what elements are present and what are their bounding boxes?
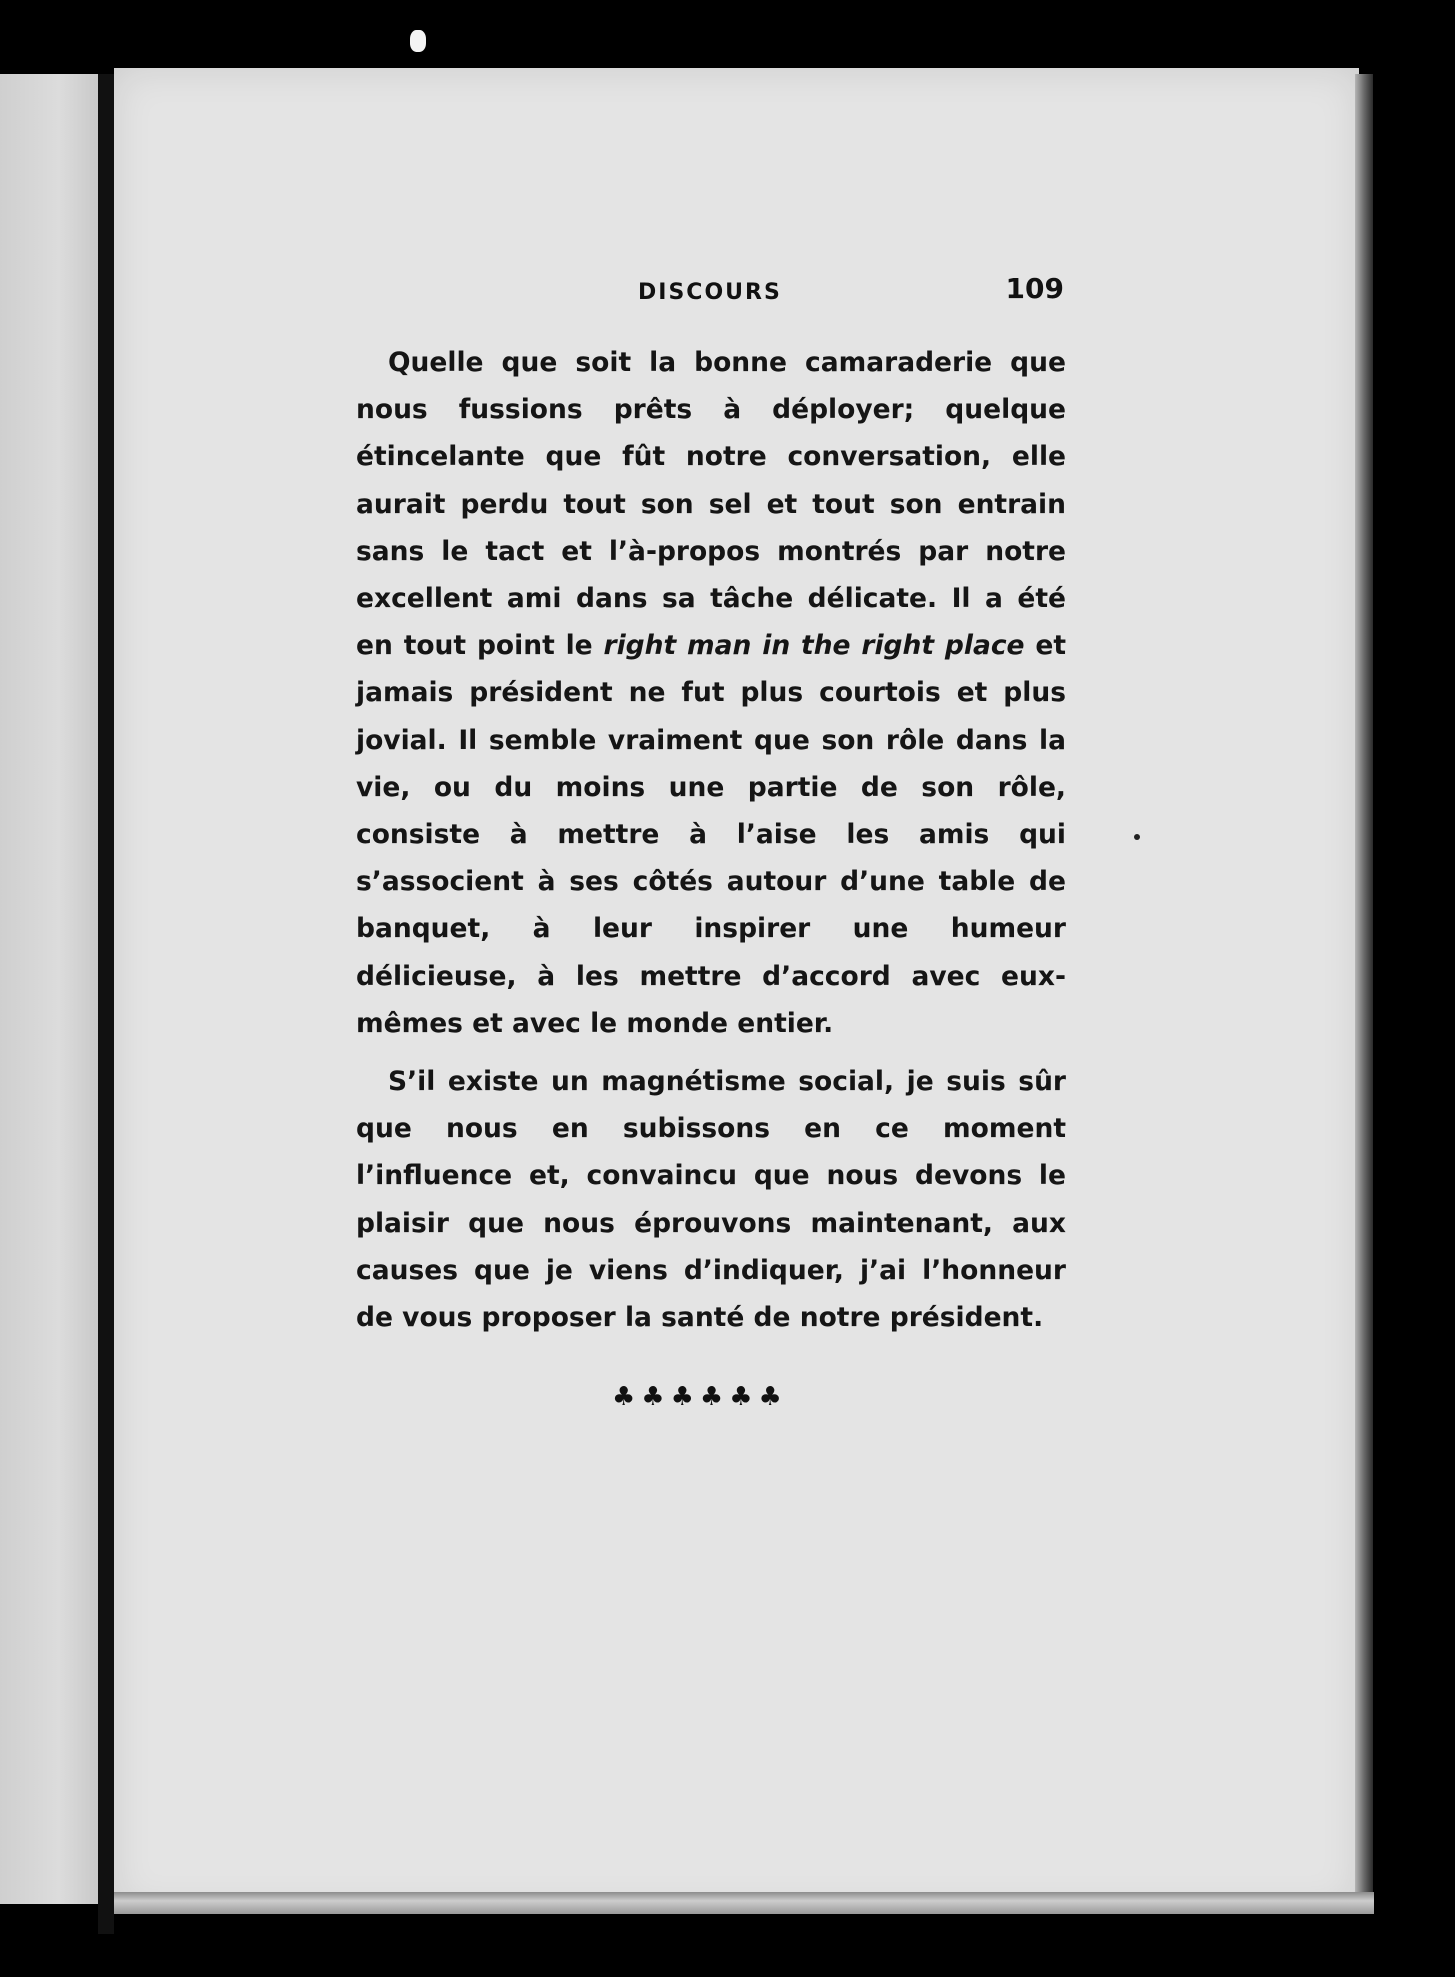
- scan-dust-mark: [410, 30, 426, 52]
- paragraph-1-part-b: et jamais président ne fut plus courtois et plus jovial. Il semble vraiment que son rôle dans la vie, ou du moins une partie de son rôle, consiste à mettre à l’aise les amis qui s’associent à ses côtés autour d’une table de banquet, à leur inspirer une humeur délicieuse, à les mettre d’accord avec eux-mêmes et avec le monde entier.: [356, 630, 1067, 1039]
- paragraph-1-part-a: Quelle que soit la bonne camaraderie que nous fussions prêts à déployer; quelque étincelante que fût notre conversation, elle aurait perdu tout son sel et tout son entrain sans le tact et l’à-propos montrés par notre excellent ami dans sa tâche délicate. Il a été en tout point le: [356, 347, 1066, 662]
- running-title: DISCOURS: [638, 280, 782, 305]
- running-header: [352, 272, 1064, 312]
- margin-speck: [1134, 834, 1140, 840]
- page-right-edge: [1355, 74, 1373, 1904]
- paragraph-2: S’il existe un magnétisme social, je suis sûr que nous en subissons en ce moment l’influence et, convaincu que nous devons le plaisir que nous éprouvons maintenant, aux causes que je viens d’indiquer, j’ai l’honneur de vous proposer la santé de notre président.: [356, 1066, 1066, 1334]
- paragraph-1: [356, 339, 1066, 1047]
- paragraph-1-italic-phrase: right man in the right place: [603, 630, 1025, 662]
- section-ornament: ♣♣♣♣♣♣: [612, 1382, 788, 1412]
- page-bottom-edge: [114, 1892, 1374, 1914]
- book-gutter: [98, 74, 114, 1934]
- previous-page-edge: [0, 74, 98, 1904]
- body-text: [356, 339, 1066, 1341]
- page-number: 109: [1005, 272, 1064, 305]
